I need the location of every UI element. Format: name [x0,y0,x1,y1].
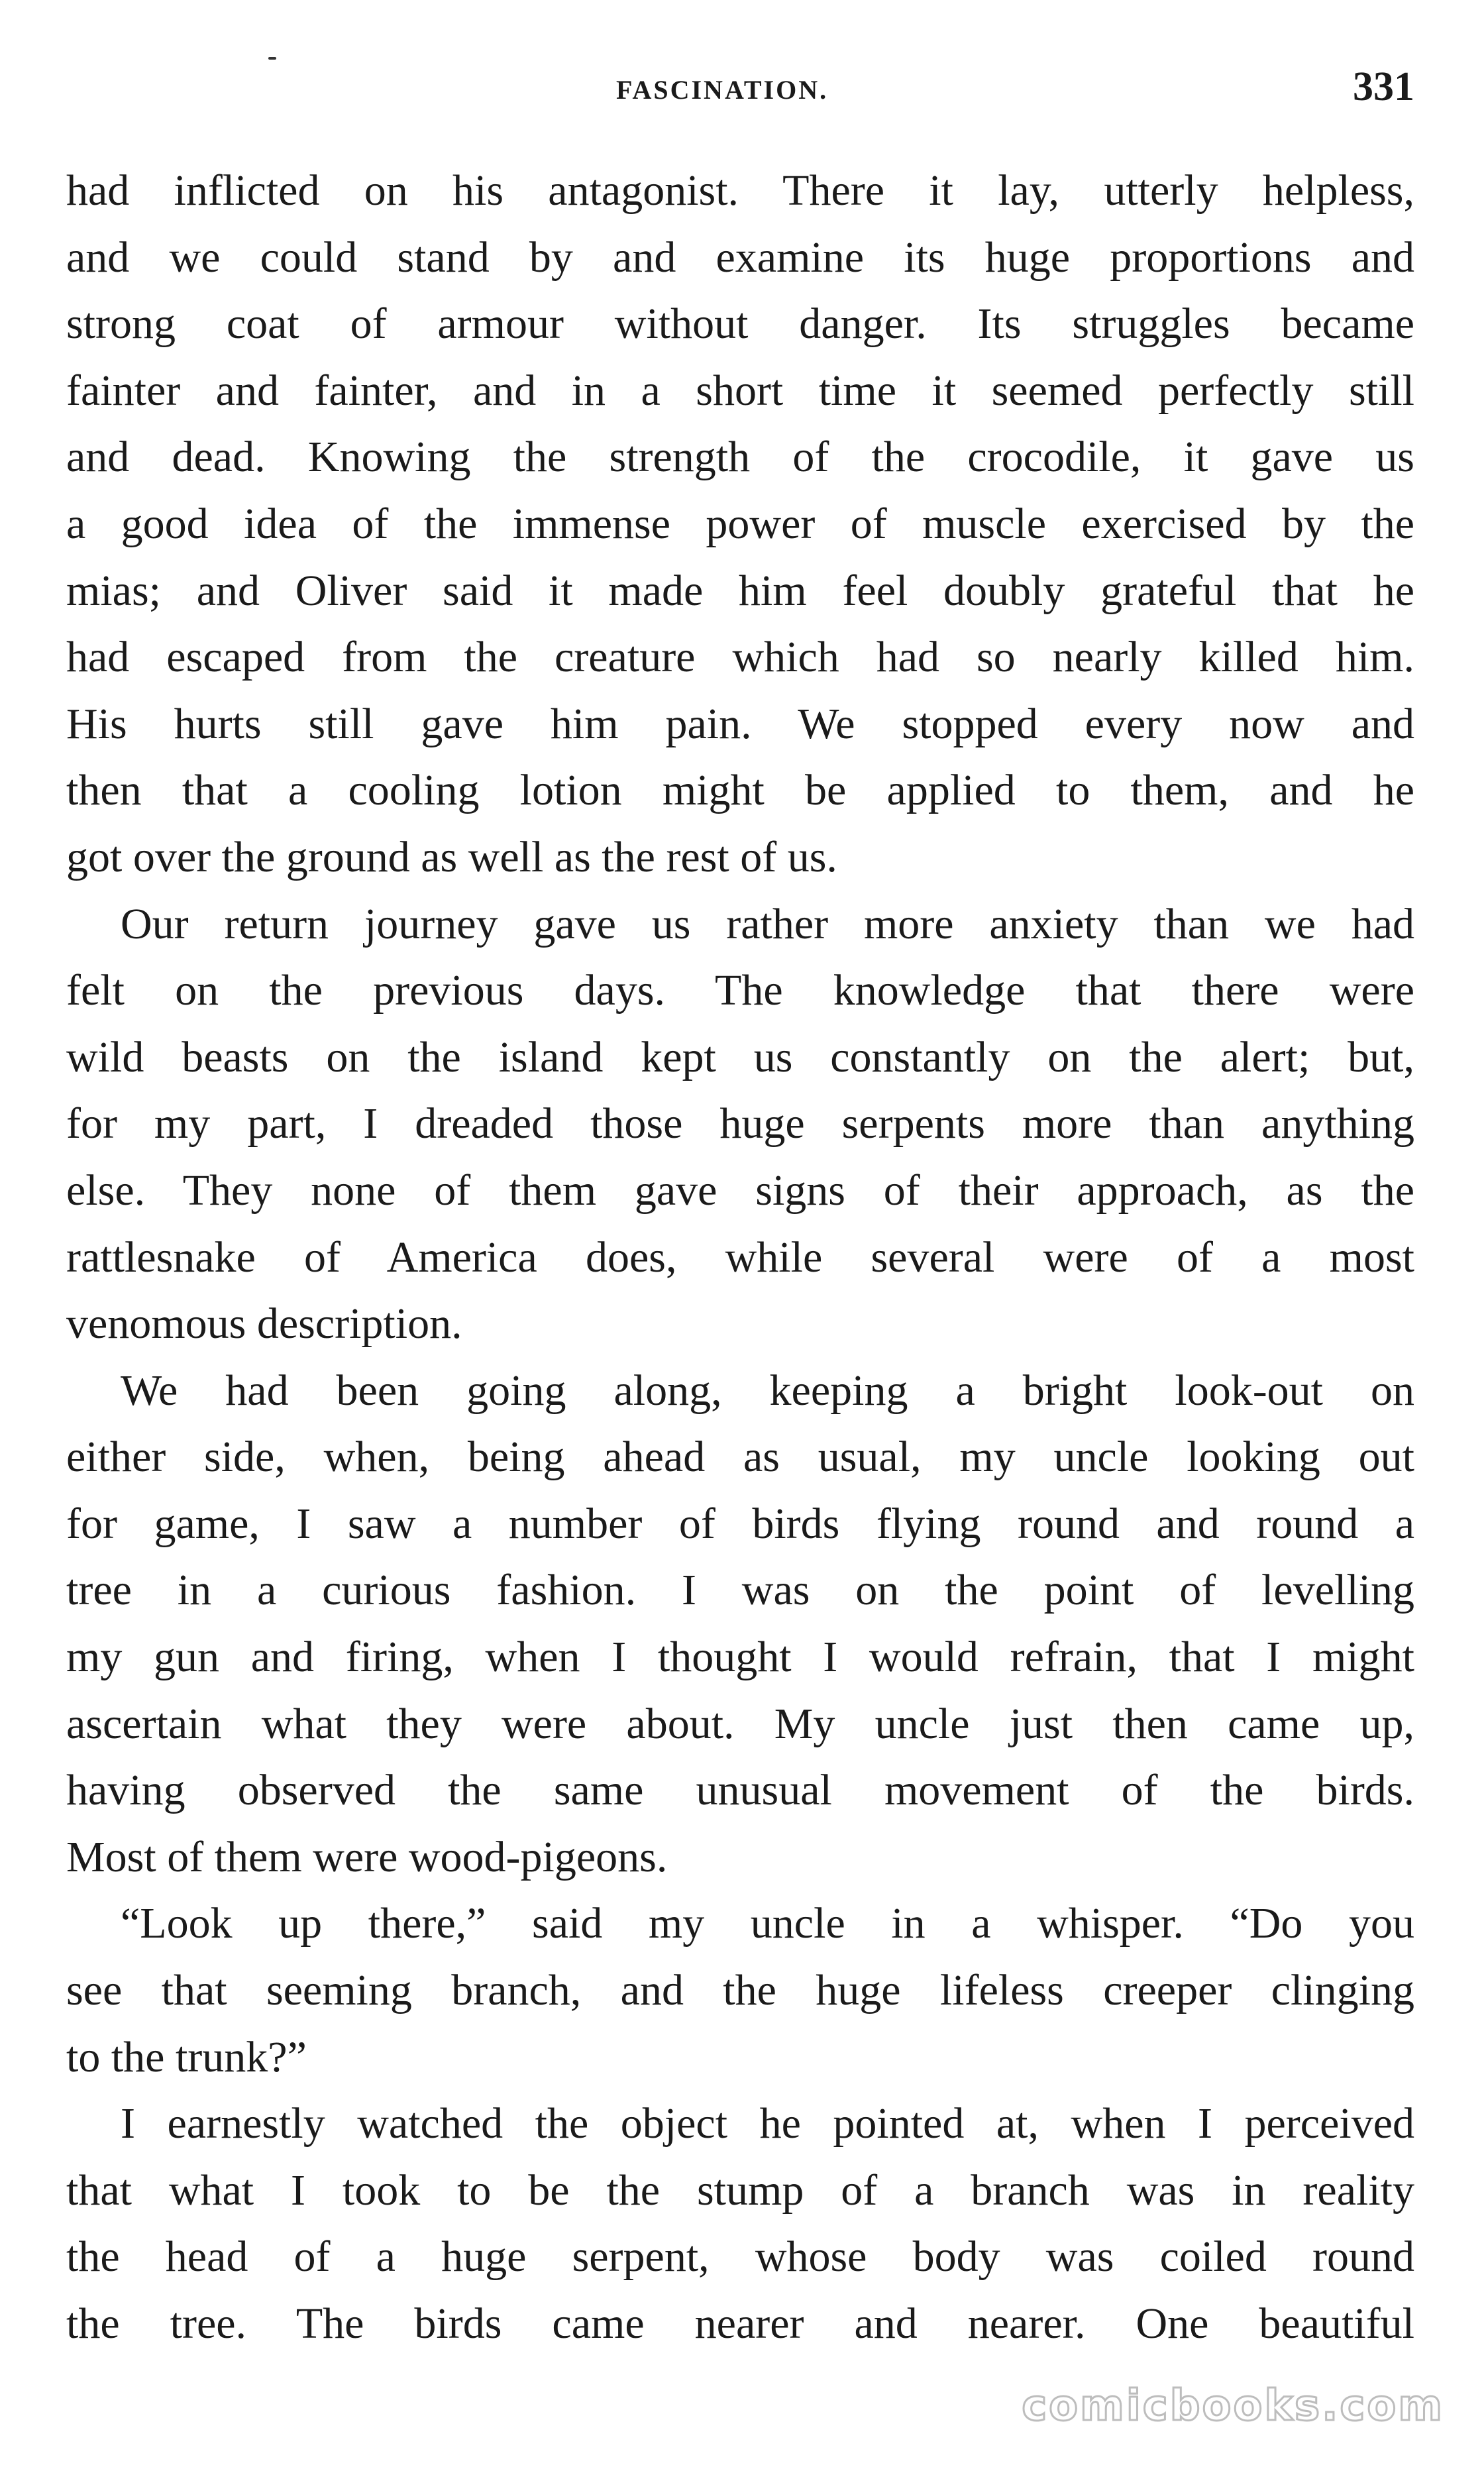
text-line: and we could stand by and examine its huge proportions and [66,233,1414,282]
text-line: and dead. Knowing the strength of the crocodile, it gave us [66,433,1414,482]
body-text [66,158,1414,2358]
text-line: then that a cooling lotion might be applied to them, and he [66,766,1414,815]
text-line: else. They none of them gave signs of their approach, as the [66,1166,1414,1215]
text-line: rattlesnake of America does, while several were of a most [66,1233,1414,1282]
text-line: a good idea of the immense power of muscle exercised by the [66,499,1414,548]
text-line: Most of them were wood-pigeons. [66,1832,668,1881]
text-line: I earnestly watched the object he pointed at, when I perceived [121,2099,1414,2148]
text-line: tree in a curious fashion. I was on the point of levelling [66,1566,1414,1615]
text-line: mias; and Oliver said it made him feel doubly grateful that he [66,566,1414,615]
text-line: either side, when, being ahead as usual, my uncle looking out [66,1433,1414,1482]
running-head: FASCINATION. [616,75,829,105]
text-line: His hurts still gave him pain. We stopped every now and [66,699,1414,748]
text-line: the head of a huge serpent, whose body was coiled round [66,2232,1414,2281]
text-line: see that seeming branch, and the huge lifeless creeper clinging [66,1966,1414,2015]
text-line: that what I took to be the stump of a branch was in reality [66,2166,1414,2215]
text-line: Our return journey gave us rather more anxiety than we had [121,899,1414,948]
text-line: the tree. The birds came nearer and nearer. One beautiful [66,2299,1414,2348]
text-line: “Look up there,” said my uncle in a whisper. “Do you [121,1899,1414,1948]
text-line: ascertain what they were about. My uncle just then came up, [66,1699,1414,1748]
text-line: to the trunk?” [66,2032,307,2081]
text-line: had inflicted on his antagonist. There it lay, utterly helpless, [66,166,1414,215]
page-number: 331 [1353,64,1414,109]
text-line: venomous description. [66,1299,462,1348]
text-line: fainter and fainter, and in a short time it seemed perfectly still [66,366,1414,415]
text-line: for my part, I dreaded those huge serpents more than anything [66,1099,1414,1148]
text-line: got over the ground as well as the rest of us. [66,832,837,881]
text-line: We had been going along, keeping a bright look-out on [121,1366,1414,1415]
text-line: for game, I saw a number of birds flying round and round a [66,1499,1414,1548]
text-line: had escaped from the creature which had so nearly killed him. [66,633,1414,682]
print-mark [268,57,276,60]
text-line: my gun and firing, when I thought I would refrain, that I might [66,1633,1414,1682]
text-line: wild beasts on the island kept us constantly on the alert; but, [66,1032,1414,1081]
text-line: felt on the previous days. The knowledge that there were [66,966,1414,1015]
site-watermark: comicbooks.com [1022,2382,1444,2431]
text-line: having observed the same unusual movement of the birds. [66,1766,1414,1815]
text-line: strong coat of armour without danger. Its struggles became [66,300,1414,349]
